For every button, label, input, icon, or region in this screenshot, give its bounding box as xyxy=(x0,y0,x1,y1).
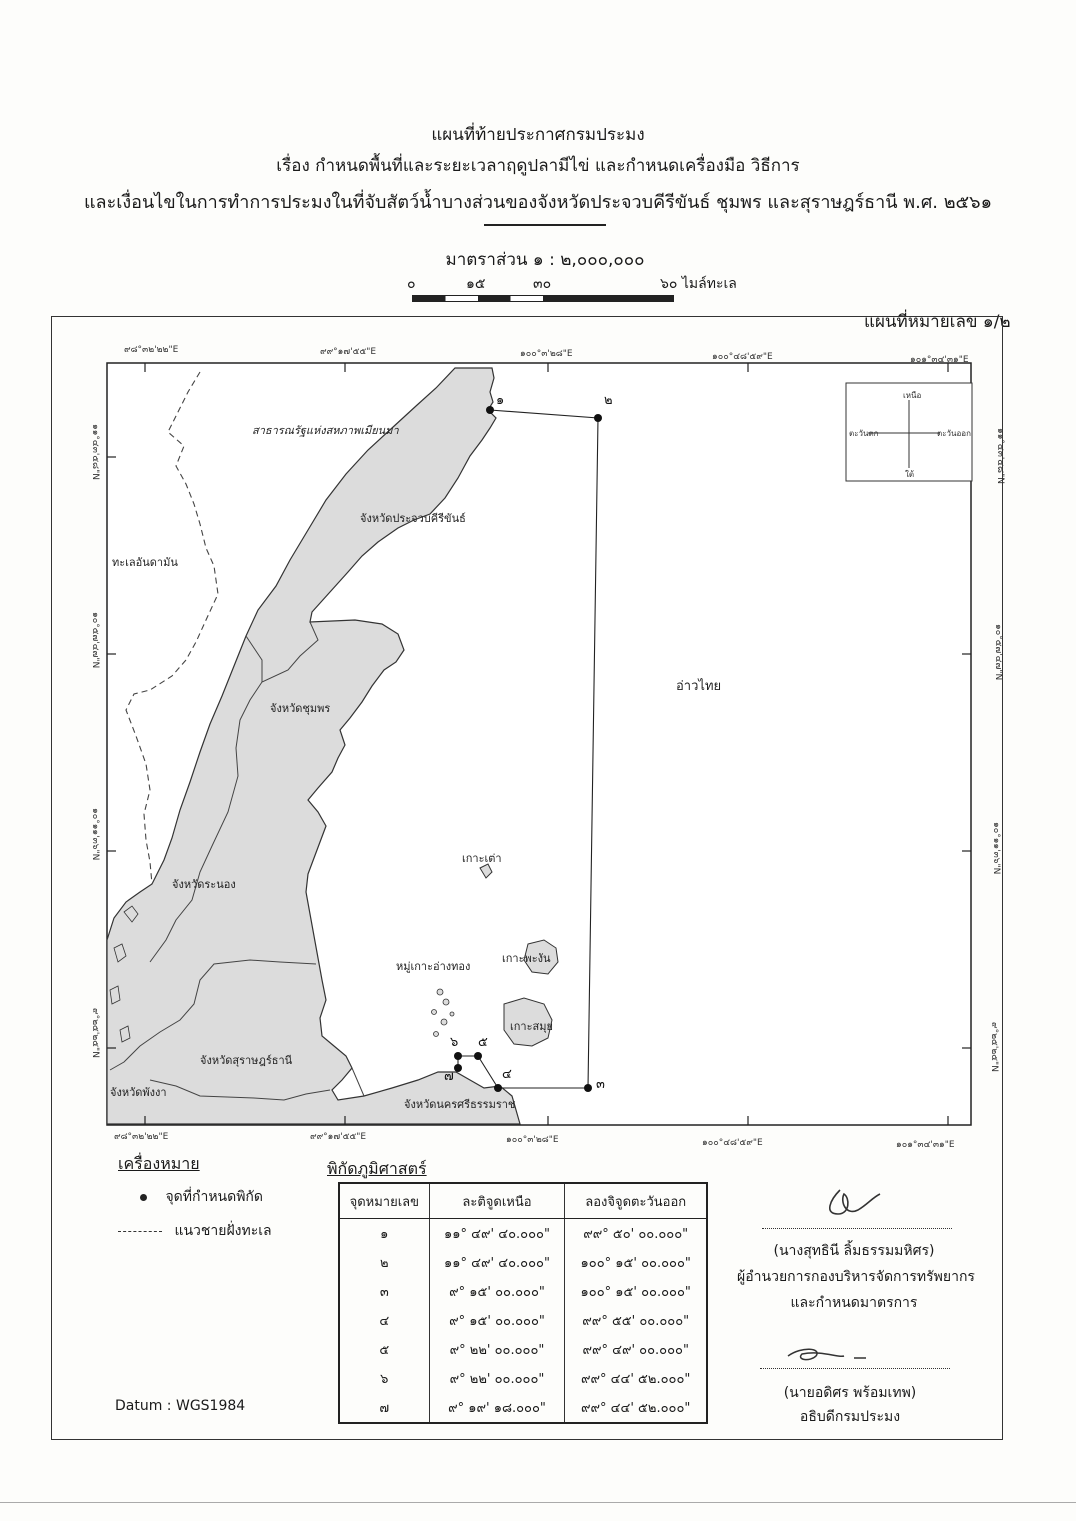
lat-label-left-2: ๑๐°๕๗'๔๗"N xyxy=(90,612,100,669)
signer-1-name: (นางสุทธินี ลิ้มธรรมมหิศร) xyxy=(773,1243,935,1259)
compass-rose xyxy=(846,383,972,481)
lat-label-right-4: ๙°๒๕'๒๕"N xyxy=(989,1022,999,1072)
table-row xyxy=(339,1306,707,1335)
label-andaman: ทะเลอันดามัน xyxy=(112,556,178,569)
legend-point-label: จุดที่กำหนดพิกัด xyxy=(165,1189,264,1205)
label-prachuap: จังหวัดประจวบคีรีขันธ์ xyxy=(360,512,466,525)
label-chumphon: จังหวัดชุมพร xyxy=(270,702,331,715)
label-ang-thong: หมู่เกาะอ่างทอง xyxy=(396,960,471,973)
scale-label-30: ๓๐ xyxy=(533,276,552,292)
cell-point: ๔ xyxy=(339,1306,429,1335)
cell-lat: ๙° ๑๙' ๑๘.๐๐๐" xyxy=(429,1393,565,1423)
lat-label-right-2: ๑๐°๕๗'๔๗"N xyxy=(993,624,1003,681)
cell-lat: ๑๑° ๔๙' ๔๐.๐๐๐" xyxy=(429,1219,565,1249)
label-nakhon: จังหวัดนครศรีธรรมราช xyxy=(404,1098,516,1111)
label-gulf: อ่าวไทย xyxy=(676,679,722,694)
label-ko-phangan: เกาะพะงัน xyxy=(502,952,551,965)
scale-label-0: ๐ xyxy=(407,276,416,292)
header-line-2: เรื่อง กำหนดพื้นที่และระยะเวลาฤดูปลามีไข่ และกำหนดเครื่องมือ วิธีการ xyxy=(276,156,800,176)
cell-point: ๓ xyxy=(339,1277,429,1306)
signer-2-name: (นายอดิศร พร้อมเทพ) xyxy=(783,1385,917,1401)
cell-lat: ๙° ๑๕' ๐๐.๐๐๐" xyxy=(429,1306,565,1335)
datum-label: Datum : WGS1984 xyxy=(115,1398,246,1414)
label-ko-samui: เกาะสมุย xyxy=(510,1020,553,1033)
point-label-7: ๗ xyxy=(444,1069,454,1084)
lon-label-top-1: ๙๘°๓๒'๒๒"E xyxy=(124,345,179,355)
table-row xyxy=(339,1219,707,1249)
lat-label-right-3: ๑๐°๑๑'๓๖"N xyxy=(991,822,1001,875)
cell-point: ๑ xyxy=(339,1219,429,1249)
lon-label-bottom-4: ๑๐๐°๔๘'๕๙"E xyxy=(702,1138,763,1148)
lon-label-bottom-2: ๙๙°๑๗'๕๕"E xyxy=(310,1132,367,1142)
label-myanmar: สาธารณรัฐแห่งสหภาพเมียนมา xyxy=(252,424,399,437)
cell-lon: ๙๙° ๕๕' ๐๐.๐๐๐" xyxy=(565,1306,707,1335)
cell-lon: ๙๙° ๕๐' ๐๐.๐๐๐" xyxy=(565,1219,707,1249)
compass-south: ใต้ xyxy=(905,470,915,479)
legend-coast-label: แนวชายฝั่งทะเล xyxy=(174,1223,272,1239)
lat-label-left-4: ๙°๒๕'๒๕"N xyxy=(90,1008,100,1058)
cell-lon: ๙๙° ๔๔' ๕๒.๐๐๐" xyxy=(565,1364,707,1393)
table-row xyxy=(339,1393,707,1423)
signature-1-icon xyxy=(810,1180,890,1225)
label-phangnga: จังหวัดพังงา xyxy=(110,1086,167,1099)
legend-coast-item xyxy=(118,1220,272,1242)
signer-2-title: อธิบดีกรมประมง xyxy=(799,1409,901,1425)
signer-1-title-b: และกำหนดมาตรการ xyxy=(790,1295,918,1311)
lon-label-top-2: ๙๙°๑๗'๕๕"E xyxy=(320,347,377,357)
cell-lon: ๑๐๐° ๑๕' ๐๐.๐๐๐" xyxy=(565,1248,707,1277)
point-label-4: ๔ xyxy=(502,1067,512,1082)
cell-point: ๗ xyxy=(339,1393,429,1423)
scale-label-15: ๑๕ xyxy=(466,276,486,292)
col-header-lon: ลองจิจูดตะวันออก xyxy=(565,1183,707,1219)
compass-north: เหนือ xyxy=(903,391,922,400)
point-label-3: ๓ xyxy=(596,1077,605,1092)
signature-line-1 xyxy=(762,1228,952,1229)
legend-title: เครื่องหมาย xyxy=(118,1154,200,1173)
header-line-1: แผนที่ท้ายประกาศกรมประมง xyxy=(431,125,645,145)
table-row xyxy=(339,1335,707,1364)
table-row xyxy=(339,1277,707,1306)
lon-label-bottom-1: ๙๘°๓๒'๒๒"E xyxy=(114,1132,169,1142)
lon-label-bottom-5: ๑๐๑°๓๔'๓๑"E xyxy=(896,1140,955,1150)
cell-point: ๖ xyxy=(339,1364,429,1393)
label-ko-tao: เกาะเต่า xyxy=(462,852,502,865)
dashed-line-icon xyxy=(118,1231,162,1232)
lon-label-top-3: ๑๐๐°๓'๒๘"E xyxy=(520,349,573,359)
point-marker-icon xyxy=(140,1194,147,1201)
cell-lat: ๙° ๑๕' ๐๐.๐๐๐" xyxy=(429,1277,565,1306)
table-row xyxy=(339,1364,707,1393)
cell-lon: ๙๙° ๔๔' ๕๒.๐๐๐" xyxy=(565,1393,707,1423)
signer-1-title-a: ผู้อำนวยการกองบริหารจัดการทรัพยากร xyxy=(737,1269,975,1285)
signature-line-2 xyxy=(760,1368,950,1369)
compass-west: ตะวันตก xyxy=(849,429,879,438)
scale-ratio: มาตราส่วน ๑ : ๒,๐๐๐,๐๐๐ xyxy=(445,250,645,270)
cell-lat: ๙° ๒๒' ๐๐.๐๐๐" xyxy=(429,1364,565,1393)
lon-label-top-5: ๑๐๑°๓๔'๓๑"E xyxy=(910,355,969,365)
page-edge xyxy=(0,1502,1076,1503)
signature-2-icon xyxy=(782,1340,892,1370)
lat-label-left-1: ๑๑°๔๓'๕๘"N xyxy=(90,424,100,480)
coordinates-title: พิกัดภูมิศาสตร์ xyxy=(327,1159,427,1178)
col-header-point: จุดหมายเลข xyxy=(339,1183,429,1219)
cell-lat: ๙° ๒๒' ๐๐.๐๐๐" xyxy=(429,1335,565,1364)
table-row xyxy=(339,1248,707,1277)
cell-lon: ๙๙° ๔๙' ๐๐.๐๐๐" xyxy=(565,1335,707,1364)
col-header-lat: ละติจูดเหนือ xyxy=(429,1183,565,1219)
label-ranong: จังหวัดระนอง xyxy=(172,878,236,891)
cell-point: ๒ xyxy=(339,1248,429,1277)
point-label-1: ๑ xyxy=(496,393,505,408)
lat-label-left-3: ๑๐°๑๑'๓๖"N xyxy=(90,808,100,861)
lon-label-bottom-3: ๑๐๐°๓'๒๘"E xyxy=(506,1135,559,1145)
header-line-3: และเงื่อนไขในการทำการประมงในที่จับสัตว์น้ำบางส่วนของจังหวัดประจวบคีรีขันธ์ ชุมพร และสุราษฎร์ธานี พ.ศ. ๒๕๖๑ xyxy=(83,192,993,213)
cell-lon: ๑๐๐° ๑๕' ๐๐.๐๐๐" xyxy=(565,1277,707,1306)
compass-east: ตะวันออก xyxy=(937,429,971,438)
point-label-2: ๒ xyxy=(604,393,613,408)
legend-point-item xyxy=(140,1186,263,1208)
point-label-6: ๖ xyxy=(450,1035,459,1050)
lat-label-right-1: ๑๑°๔๓'๕๘"N xyxy=(995,428,1005,484)
label-surat: จังหวัดสุราษฎร์ธานี xyxy=(200,1054,293,1067)
map-number: แผนที่หมายเลข ๑/๒ xyxy=(864,312,1011,332)
scale-label-60: ๖๐ ไมล์ทะเล xyxy=(660,276,737,292)
coordinates-table xyxy=(338,1182,708,1424)
cell-lat: ๑๑° ๔๙' ๔๐.๐๐๐" xyxy=(429,1248,565,1277)
lon-label-top-4: ๑๐๐°๔๘'๕๙"E xyxy=(712,352,773,362)
point-label-5: ๕ xyxy=(478,1035,488,1050)
cell-point: ๕ xyxy=(339,1335,429,1364)
